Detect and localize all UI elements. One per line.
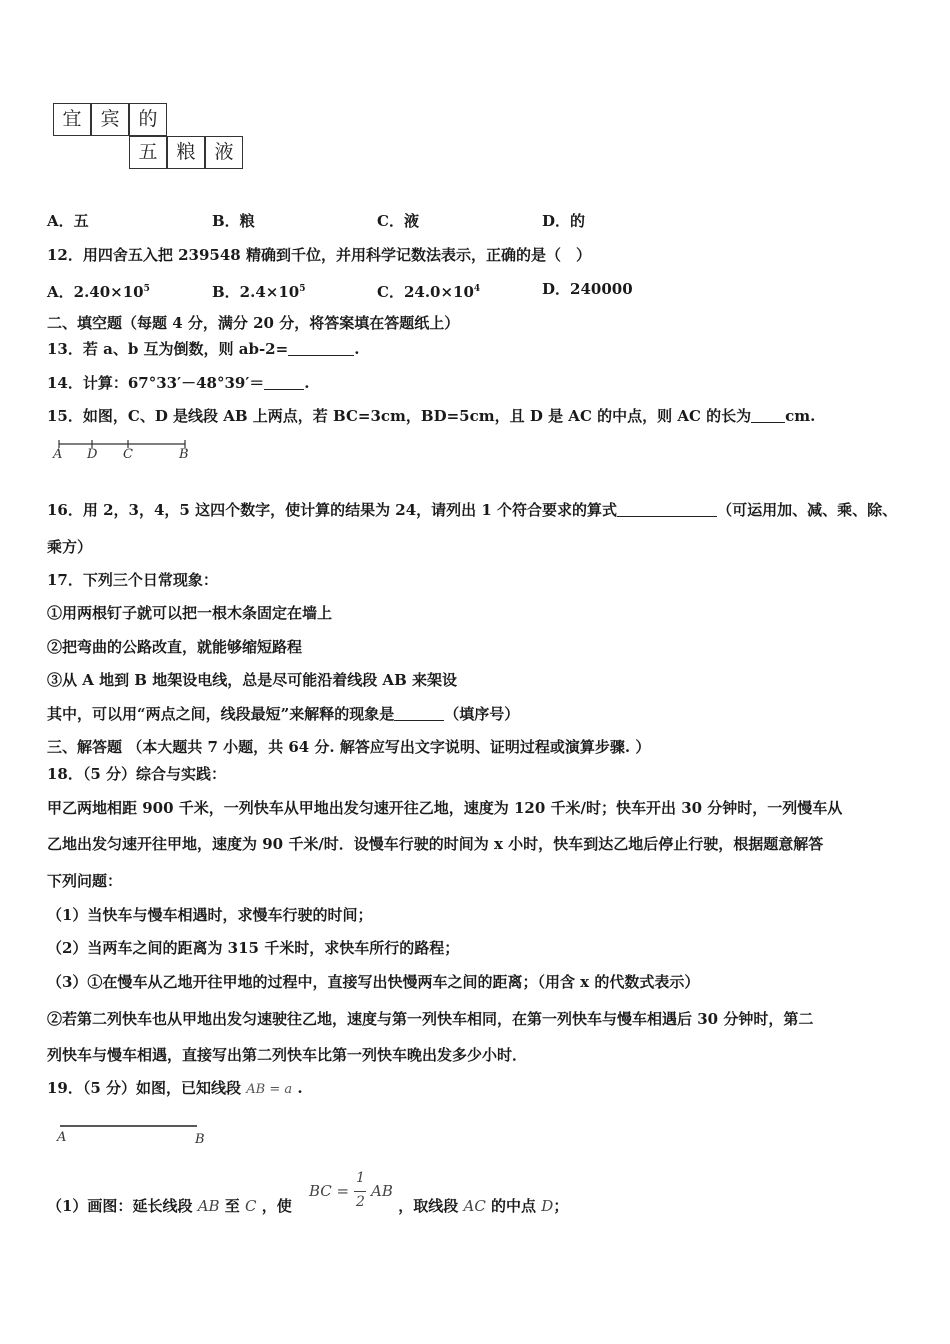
q18-part-3: （3）①在慢车从乙地开往甲地的过程中，直接写出快慢两车之间的距离；（用含 x 的代数式表示）	[47, 973, 700, 991]
point-label-c: C	[123, 447, 133, 462]
grid-cell: 粮	[167, 136, 205, 169]
q14: 14．计算：67°33′－48°39′＝ .	[47, 374, 310, 392]
q12-option-b: B．$2.4\times 10^5$	[212, 283, 306, 301]
q19-part-1: （1）画图：延长线段 AB 至 C ，使 ，取线段 AC 的中点 D；	[47, 1197, 569, 1215]
fraction-denominator: 2	[356, 1194, 365, 1210]
q13: 13．若 a、b 互为倒数，则 ab-2= .	[47, 340, 360, 358]
answer-blank	[264, 375, 304, 390]
q19-segment-figure	[55, 1120, 205, 1134]
q18-stem: 18．（5 分）综合与实践：	[47, 765, 227, 783]
fraction-lhs: BC =	[309, 1182, 350, 1200]
q17-item-2: ②把弯曲的公路改直，就能够缩短路程	[47, 638, 303, 656]
q18-part-3b-cont: 列快车与慢车相遇，直接写出第二列快车比第一列快车晚出发多少小时．	[47, 1046, 528, 1064]
q12-option-c: C．$24.0\times 10^4$	[377, 283, 481, 301]
q16: 16．用 2，3，4，5 这四个数字，使计算的结果为 24，请列出 1 个符合要求的算式 （可运用加、减、乘、除、	[47, 501, 898, 519]
q17-question: 其中，可以用“两点之间，线段最短”来解释的现象是 （填序号）	[47, 705, 520, 723]
point-label-d: D	[87, 447, 98, 462]
q12-stem: 12．用四舍五入把 239548 精确到千位，并用科学记数法表示，正确的是（ ）	[47, 246, 591, 264]
point-label-b: B	[179, 447, 189, 462]
q17-item-3: ③从 A 地到 B 地架设电线，总是尽可能沿着线段 AB 来架设	[47, 671, 457, 689]
q18-part-1: （1）当快车与慢车相遇时，求慢车行驶的时间；	[47, 906, 373, 924]
grid-cell: 宾	[91, 103, 129, 136]
q12-option-a: A．$2.40\times 10^5$	[47, 283, 150, 301]
q11-option-d: D．的	[542, 212, 586, 230]
fraction-rhs: AB	[371, 1182, 393, 1200]
point-label-b: B	[195, 1132, 205, 1147]
fraction-bar	[354, 1191, 366, 1192]
q19-stem: 19．（5 分）如图，已知线段 AB = a .	[47, 1079, 303, 1097]
q12-option-d: D．240000	[542, 280, 633, 298]
q18-body-line: 下列问题：	[47, 872, 123, 890]
q15: 15．如图，C、D 是线段 AB 上两点，若 BC=3cm，BD=5cm，且 D 是 AC 的中点，则 AC 的长为 cm.	[47, 407, 816, 425]
q18-body-line: 甲乙两地相距 900 千米，一列快车从甲地出发匀速开往乙地，速度为 120 千米/时；快车开出 30 分钟时，一列慢车从	[47, 799, 843, 817]
point-label-a: A	[57, 1130, 67, 1145]
q17-stem: 17．下列三个日常现象：	[47, 571, 218, 589]
q11-option-a: A．五	[47, 212, 89, 230]
section-2-heading: 二、填空题（每题 4 分，满分 20 分，将答案填在答题纸上）	[47, 314, 460, 332]
answer-blank	[751, 408, 785, 423]
answer-blank	[288, 341, 354, 356]
q18-part-3b: ②若第二列快车也从甲地出发匀速驶往乙地，速度与第一列快车相同，在第一列快车与慢车相遇后 30 分钟时，第二	[47, 1010, 814, 1028]
answer-blank	[617, 502, 717, 517]
fraction-numerator: 1	[356, 1170, 365, 1186]
q11-option-c: C．液	[377, 212, 419, 230]
grid-cell: 的	[129, 103, 167, 136]
answer-blank	[394, 706, 444, 721]
q17-item-1: ①用两根钉子就可以把一根木条固定在墙上	[47, 604, 333, 622]
grid-cell: 液	[205, 136, 243, 169]
grid-cell: 五	[129, 136, 167, 169]
grid-cell: 宜	[53, 103, 91, 136]
q18-body-line: 乙地出发匀速开往甲地，速度为 90 千米/时．设慢车行驶的时间为 x 小时，快车到达乙地后停止行驶，根据题意解答	[47, 835, 824, 853]
section-3-heading: 三、解答题 （本大题共 7 小题，共 64 分. 解答应写出文字说明、证明过程或演算步骤. ）	[47, 738, 651, 756]
q11-option-b: B．粮	[212, 212, 255, 230]
q16-line2: 乘方）	[47, 538, 93, 556]
point-label-a: A	[53, 447, 63, 462]
q18-part-2: （2）当两车之间的距离为 315 千米时，求快车所行的路程；	[47, 939, 460, 957]
